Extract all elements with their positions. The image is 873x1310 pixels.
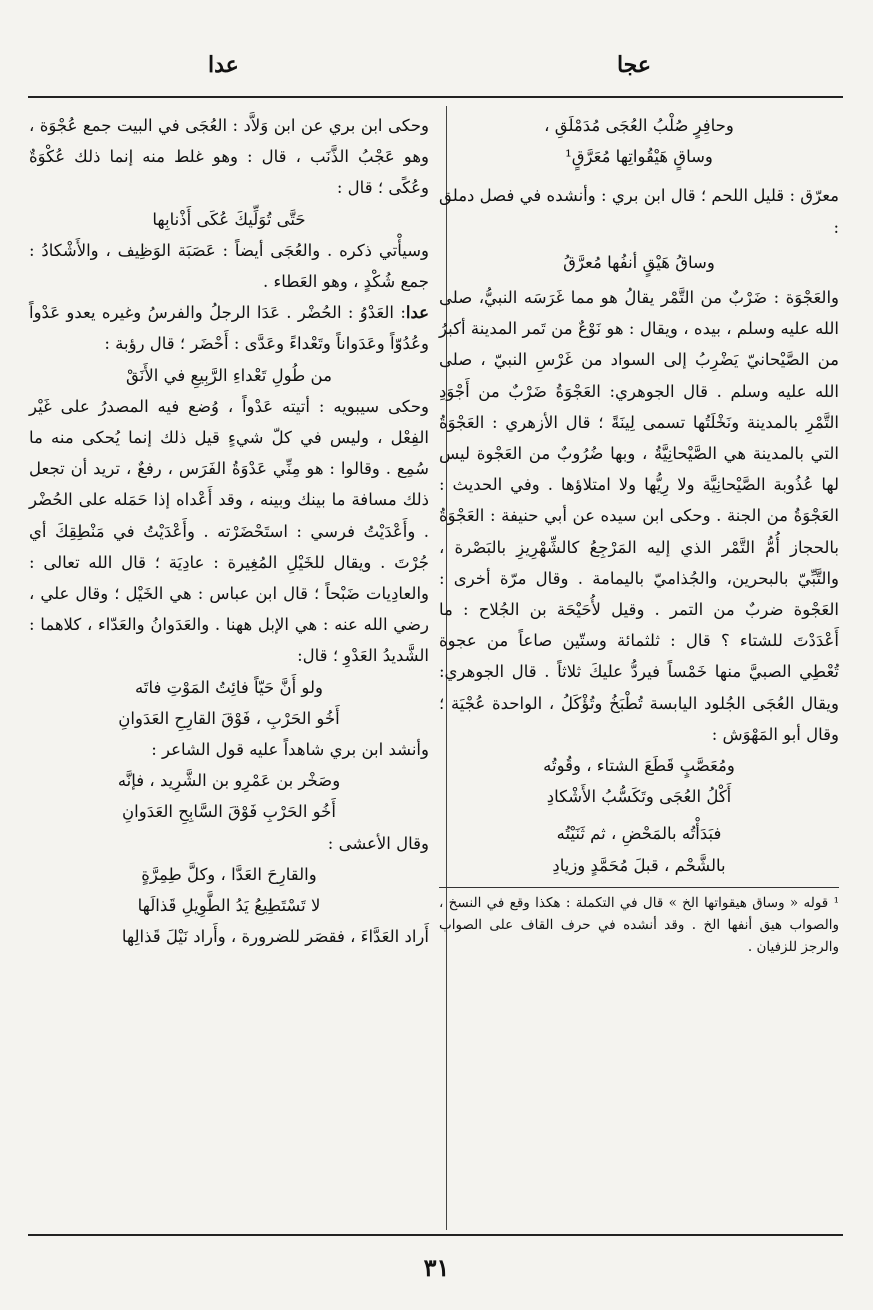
right-column <box>439 110 839 958</box>
verse-line: والقارِحَ العَدَّا ، وكلَّ طِمِرَّةٍ <box>141 864 317 884</box>
paragraph: أَراد العَدَّاءَ ، فقصَر للضرورة ، وأَراد نَيْلَ قَذالِها <box>121 927 429 947</box>
verse-line: أَخُو الحَرْبِ فَوْقَ السَّابِحِ العَدَوانِ <box>122 802 336 822</box>
verse-line: أَكْلُ العُجَى وتَكَسُّبُ الأَشْكادِ <box>546 787 732 807</box>
verse-line: فبَدَأْتُه بالمَحْضِ ، ثم ثَنَيْتُه <box>556 824 722 844</box>
verse-line: أَخُو الحَرْبِ ، فَوْقَ القارِحِ العَدَوانِ <box>118 708 340 728</box>
footnote-rule <box>439 887 839 888</box>
paragraph: وحكى سيبويه : أتيته عَدْواً ، وُضع فيه المصدرُ على غَيْر الفِعْل ، وليس في كلّ شيءٍ قيل ذلك إنما يُحكى منه ما سُمِع . وقالوا : هو مِنِّي عَدْوَةُ الفَرَس ، رفعٌ ، تريد أن تجعل ذلك مسافة ما بينك وبينه ، وقد أَعْداه إذا حَمَله على الحُضْر . وأَعْدَيْتُ فرسي : استَحْضَرْته . وأَعْدَيْتُ في مَنْطِقِكَ أي جُرْتَ . ويقال للخَيْلِ المُغِيرة : عادِيَة ؛ قال الله تعالى : والعادِيات ضَبْحاً ؛ قال ابن عباس : هي الخَيْل ؛ وقال علي ، رضي الله عنه : هي الإبل ههنا . والعَدَوانُ والعَدّاء ، كلاهما : الشَّديدُ العَدْوِ ؛ قال: <box>29 396 429 666</box>
footnote: ¹ قوله « وساق هيقواتها الخ » قال في التكملة : هكذا وقع في النسخ ، والصواب هيق أنفها الخ . وقد أنشده في حرف القاف على الصواب والرجز للزفيان . <box>439 894 839 955</box>
verse-line: حَتَّى تُوَلِّيكَ عُكَى أَذْنابِها <box>152 209 306 229</box>
paragraph: معرّق : قليل اللحم ؛ قال ابن بري : وأنشده في فصل دملق : <box>439 186 839 237</box>
paragraph: وسيأْتي ذكره . والعُجَى أيضاً : عَصَبَة الوَظِيف ، والأَشْكادُ : جمع شُكْدٍ ، وهو العَطاء . <box>29 240 429 292</box>
verse-line: من طُولِ تَعْداءِ الرَّبِيعِ في الأَنَقْ <box>126 365 332 385</box>
entry-paragraph <box>29 297 429 359</box>
top-rule <box>28 96 843 98</box>
verse-line: ولو أَنَّ حَيّاً فائِتُ المَوْتِ فاتَه <box>135 677 323 697</box>
running-head-right: عجا <box>616 52 651 78</box>
verse-line: وساقٍ هَيْقُواتِها مُعَرَّقٍ¹ <box>565 147 713 167</box>
verse-line: ومُعَصَّبٍ قَطَعَ الشتاء ، وقُوتُه <box>543 756 735 776</box>
entry-headword: عدا <box>405 303 429 323</box>
running-head-left: عدا <box>208 52 239 78</box>
paragraph: وحكى ابن بري عن ابن وَلاَّد : العُجَى في البيت جمع عُجْوَة ، وهو عَجْبُ الذَّنَب ، قال : وهو غلط منه إنما ذلك عُكْوَةٌ وعُكًى ؛ قال : <box>29 116 429 198</box>
paragraph: وأنشد ابن بري شاهداً عليه قول الشاعر : <box>151 740 429 760</box>
verse-line: وساقُ هَيْقٍ أنفُها مُعرَّقُ <box>563 252 715 272</box>
paragraph: والعَجْوَة : ضَرْبٌ من التَّمْر يقالُ هو مما غَرَسَه النبيُّ، صلى الله عليه وسلم ، بيده ، ويقال : هو نَوْعٌ من تَمر المدينة أكبرُ من الصَّيْحانيّ يَضْرِبُ إلى السواد من غَرْسِ النبيّ ، صلى الله عليه وسلم . قال الجوهري: العَجْوَةُ ضَرْبٌ من أَجْوَدِ التَّمْرِ بالمدينة ونَخْلَتُها تسمى لِينَةً ؛ قال الأزهري : العَجْوَةُ التي بالمدينة هي الصَّيْحانِيَّةُ ، وبها ضُرُوبٌ من العَجْوة ليس لها عُذُوبة الصَّيْحانِيَّة ولا رِيُّها ولا امتلاؤها . وفي الحديث : العَجْوَةُ من الجنة . وحكى ابن سيده عن أبي حنيفة : العَجْوَةُ بالحجاز أُمُّ التَّمْر الذي إليه المَرْجِعُ كالشِّهْرِيزِ بالبَصْرة ، والتَّبِّيّ بالبحرين، والجُذاميّ باليمامة . وقال مرّة أخرى : العَجْوة ضربٌ من التمر . وقيل لأُحَيْحَة بن الجُلاح : ما أَعْدَدْتَ للشتاء ؟ قال : ثلثمائة وستّين صاعاً من عجوة تُعْطِي الصبيَّ منها خَمْساً فيردُّ عليكَ ثلاثاً . قال الجوهري: ويقال العُجَى الجُلود اليابسة تُطْبَخُ وتُؤْكَلُ ، الواحدة عُجْيَة ؛ وقال أبو المَهْوَش : <box>439 288 839 744</box>
left-column <box>29 110 429 952</box>
verse-line: لا تَسْتَطِيعُ يَدُ الطَّوِيلِ قَذالَها <box>137 896 321 916</box>
verse-line: بالشَّحْم ، قبلَ مُحَمَّدٍ وزيادِ <box>552 855 726 875</box>
page-number: ٣١ <box>423 1253 450 1282</box>
verse-line: وصَخْر بن عَمْرِو بن الشَّرِيد ، فإنَّه <box>117 771 341 791</box>
bottom-rule <box>28 1234 843 1236</box>
entry-text: : العَدْوُ : الحُضْر . عَدَا الرجلُ والفرسُ وغيره يعدو عَدْواً وعُدُوّاً وعَدَواناً وتَعْداءً وعَدَّى : أَحْضَر ؛ قال رؤبة : <box>29 303 429 354</box>
verse-line: وحافِرٍ صُلْبُ العُجَى مُدَمْلَقِ ، <box>544 116 734 135</box>
paragraph: وقال الأعشى : <box>327 833 429 853</box>
